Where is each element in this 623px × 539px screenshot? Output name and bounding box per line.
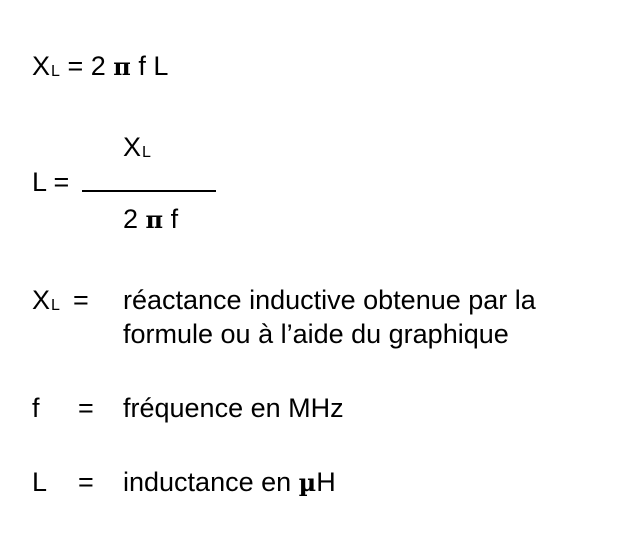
- numerator-subscript: L: [142, 144, 151, 161]
- definition-text-line: réactance inductive obtenue par la: [123, 285, 536, 315]
- fraction-denominator: [123, 203, 178, 236]
- definition-var-letter: X: [32, 285, 51, 315]
- pi-symbol: π: [113, 52, 131, 81]
- numerator-var: X: [123, 132, 142, 162]
- definition-text-line: formule ou à l’aide du graphique: [123, 319, 509, 349]
- fraction-bar: [82, 190, 216, 192]
- formula-reactance: [32, 50, 168, 87]
- formula-var: X: [32, 51, 51, 81]
- definition-text-line: fréquence en MHz: [123, 393, 344, 423]
- definition-var: [32, 282, 60, 323]
- formula-rest: f L: [138, 51, 169, 81]
- definition-var-subscript: L: [51, 297, 60, 314]
- formula-number: 2: [90, 51, 106, 81]
- denominator-number: 2: [123, 204, 139, 234]
- definition-equals: =: [78, 393, 94, 423]
- definition-var: L: [32, 467, 48, 497]
- denominator-rest: f: [170, 204, 179, 234]
- definition-text-line: [123, 464, 336, 501]
- equals-sign: =: [67, 51, 84, 81]
- definition-text: inductance en: [123, 467, 299, 497]
- definition-var: f: [32, 393, 40, 423]
- definition-equals: =: [73, 285, 89, 315]
- formula-subscript: L: [51, 63, 60, 80]
- mu-symbol: µ: [298, 468, 317, 497]
- definition-equals: =: [78, 467, 94, 497]
- fraction-lhs: L =: [32, 167, 70, 197]
- unit-letter: H: [316, 467, 336, 497]
- fraction-numerator: [123, 131, 151, 168]
- pi-symbol: π: [145, 205, 164, 234]
